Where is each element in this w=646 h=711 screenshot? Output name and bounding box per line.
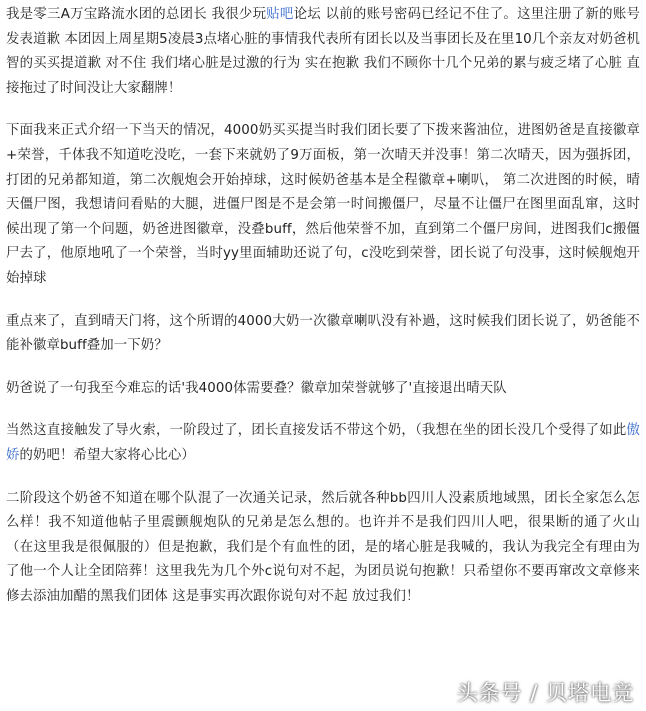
- watermark: 头条号 / 贝塔电竞: [456, 681, 634, 705]
- paragraph-situation: 下面我来正式介绍一下当天的情况，4000奶买买提当时我们团长要了下拨来酱油位，进图奶爸是直接徽章+荣誉，千体我不知道吃没吃，一套下来就奶了9万面板，第一次晴天并没事！第二次晴天，因为强拆团，打团的兄弟都知道，第二次舰炮会开始掉球，这时候奶爸基本是全程徽章+喇叭， 第二次进图的时候，晴天僵尸图，我想请问看贴的大腿，进僵尸图是不是会第一时间搬僵尸，尽量不让僵尸在图里面乱窜，这时候出现了第一个问题，奶爸进图徽章，没叠buff，然后他荣誉不加，直到第二个僵尸房间，进图我们c搬僵尸去了，他原地吼了一个荣誉，当时yy里面辅助还说了句，c没吃到荣誉，团长说了句没事，这时候舰炮开始掉球: [6, 123, 640, 286]
- paragraph-trigger-text-1: 当然这直接触发了导火索，一阶段过了，团长直接发话不带这个奶，（我想在坐的团长没几个受得了如此: [6, 423, 627, 439]
- paragraph-key-point: 重点来了，直到晴天门将，这个所谓的4000大奶一次徽章喇叭没有补過，这时候我们团长说了，奶爸能不能补徽章buff叠加一下奶？: [6, 313, 640, 354]
- paragraph-trigger-text-2: 的奶吧！希望大家将心比心）: [19, 447, 195, 463]
- paragraph-apology-text-2: 论坛 以前的账号密码已经记不住了。这里注册了新的账号发表道歉 本团因上周星期5凌晨3点堵心脏的事情我代表所有团长以及当事团长及在里10几个亲友对奶爸机智的买买提道歉 对不住 我们堵心脏是过激的行为 实在抱歉 我们不顾你十几个兄弟的累与疲乏堵了心脏 直接拖过了时间没让大家翻牌！: [6, 7, 640, 96]
- paragraph-apology-text-1: 我是零三A万宝路流水团的总团长 我很少玩: [6, 7, 267, 22]
- paragraph-trigger: [6, 419, 640, 468]
- tieba-link[interactable]: 贴吧: [266, 7, 294, 22]
- paragraph-stage-two: 二阶段这个奶爸不知道在哪个队混了一次通关记录，然后就各种bb四川人没素质地域黑，团长全家怎么怎么样！我不知道他帖子里震颤舰炮队的兄弟是怎么想的。也许并不是我们四川人吧，很果断的通了火山（在这里我是很佩服的）但是抱歉，我们是个有血性的团，是的堵心脏是我喊的，我认为我完全有理由为了他一个人让全团陪葬！这里我先为几个外c说句对不起，为团员说句抱歉！只希望你不要再窜改文章修来修去添油加醋的黑我们团体 这是事实再次跟你说句对不起 放过我们！: [6, 490, 640, 604]
- article-body: [6, 3, 640, 627]
- paragraph-apology: [6, 3, 640, 101]
- aojiao-link[interactable]: 傲娇: [6, 423, 640, 463]
- paragraph-quote: 奶爸说了一句我至今难忘的话'我4000体需要叠？徽章加荣誉就够了'直接退出晴天队: [6, 380, 507, 396]
